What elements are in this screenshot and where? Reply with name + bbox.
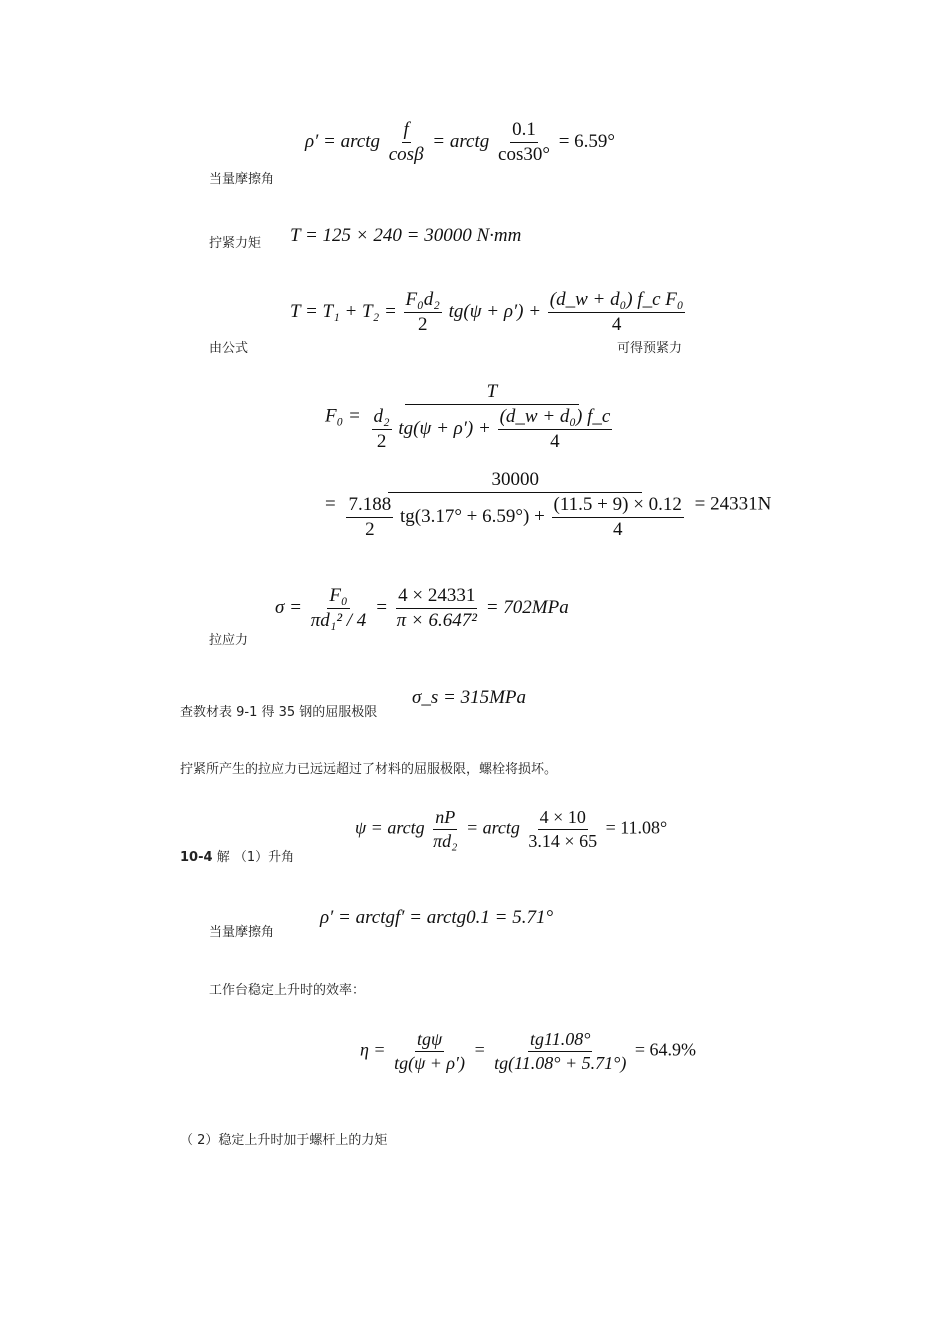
equation-tensile-stress [275, 586, 569, 631]
eq4-fraction [368, 382, 617, 452]
equation-preload-formula [325, 382, 618, 452]
label-tensile-stress: 拉应力 [209, 633, 249, 648]
eq6-mid: = [375, 596, 388, 618]
eq8-num1: nP [433, 808, 457, 830]
eq4-den-fraction-b [498, 407, 613, 452]
eq8-fraction-1 [431, 808, 459, 851]
eq10-den2: tg(11.08° + 5.71°) [494, 1052, 627, 1073]
eq3-fraction-1 [404, 290, 442, 335]
eq5-den-a-num: 7.188 [346, 495, 393, 518]
eq10-num2: tg11.08° [528, 1030, 592, 1052]
eq6-den2: π × 6.647² [396, 609, 477, 631]
label-tightening-torque: 拧紧力矩 [209, 236, 262, 251]
eq8-result: = 11.08° [605, 817, 668, 838]
eq6-result: = 702MPa [485, 596, 569, 618]
eq10-den1: tg(ψ + ρ′) [394, 1052, 465, 1073]
label-part2: （ 2）稳定上升时加于螺杆上的力矩 [180, 1133, 388, 1148]
eq5-den-fraction-b [552, 495, 684, 540]
eq8-den2: 3.14 × 65 [528, 830, 598, 851]
eq4-den-mid: tg(ψ + ρ′) + [398, 417, 491, 439]
equation-torque-sum [290, 290, 687, 335]
eq8-fraction-2 [526, 808, 599, 851]
eq4-den-b-den: 4 [550, 430, 560, 452]
eq4-den-a-num: d₂ [372, 407, 392, 430]
eq5-den [342, 493, 687, 540]
eq3-den2: 4 [611, 313, 622, 335]
eq5-den-fraction-a [346, 495, 393, 540]
label-from-formula: 由公式 [209, 341, 249, 356]
eq3-num1: F₀d₂ [404, 290, 442, 313]
eq6-fraction-2 [395, 586, 479, 631]
eq4-num: T [405, 382, 579, 405]
eq10-fraction-2 [492, 1030, 628, 1073]
equation-lift-angle [355, 808, 667, 851]
label-yield-limit: 查教材表 9-1 得 35 钢的屈服极限 [180, 705, 378, 720]
eq6-lhs: σ = [275, 596, 302, 618]
eq3-den1: 2 [417, 313, 428, 335]
label-equiv-friction-angle-1: 当量摩擦角 [209, 172, 275, 187]
eq1-lhs: ρ′ = arctg [305, 130, 380, 152]
eq8-lhs: ψ = arctg [355, 817, 425, 838]
eq1-den1: cosβ [388, 143, 424, 165]
eq10-lhs: η = [360, 1039, 386, 1060]
eq4-lhs: F₀ = [325, 405, 361, 427]
label-efficiency: 工作台稳定上升时的效率： [209, 983, 366, 998]
eq10-num1: tgψ [415, 1030, 444, 1052]
eq3-mid: tg(ψ + ρ′) + [448, 300, 542, 322]
eq5-eq: = [325, 493, 336, 515]
equation-tightening-torque: T = 125 × 240 = 30000 N·mm [290, 225, 522, 246]
eq1-fraction-2 [496, 120, 552, 165]
equation-equiv-friction-angle-2: ρ′ = arctgf′ = arctg0.1 = 5.71° [320, 907, 554, 928]
eq4-den [368, 405, 617, 452]
eq1-mid: = arctg [432, 130, 490, 152]
equation-efficiency [360, 1030, 696, 1073]
eq3-num2: (d_w + d₀) f_c F₀ [548, 290, 686, 313]
eq5-result: = 24331N [694, 493, 772, 515]
eq1-num1: f [402, 120, 411, 143]
eq5-num: 30000 [388, 470, 642, 493]
eq5-den-b-num: (11.5 + 9) × 0.12 [552, 495, 684, 518]
eq3-fraction-2 [548, 290, 686, 335]
eq10-fraction-1 [392, 1030, 467, 1073]
problem-number: 10-4 [180, 850, 213, 865]
equation-preload-value [325, 470, 771, 540]
eq5-den-mid: tg(3.17° + 6.59°) + [399, 505, 545, 527]
eq1-result: = 6.59° [558, 130, 616, 152]
eq5-den-a-den: 2 [365, 518, 375, 540]
label-preload-obtained: 可得预紧力 [617, 341, 683, 356]
eq6-num1: F₀ [327, 586, 349, 609]
eq3-lhs: T = T₁ + T₂ = [290, 300, 397, 322]
equation-equiv-friction-angle [305, 120, 615, 165]
solution-lift-angle-label: 解 （1）升角 [216, 850, 295, 865]
eq10-result: = 64.9% [634, 1039, 696, 1060]
eq6-fraction-1 [309, 586, 369, 631]
eq1-den2: cos30° [498, 143, 550, 165]
eq1-fraction-1 [387, 120, 426, 165]
eq8-num2: 4 × 10 [538, 808, 588, 830]
text-conclusion: 拧紧所产生的拉应力已远远超过了材料的屈服极限，螺栓将损坏。 [180, 762, 558, 777]
eq6-den1: πd₁² / 4 [310, 609, 367, 631]
eq10-mid: = [473, 1039, 486, 1060]
eq1-num2: 0.1 [510, 120, 538, 143]
eq5-fraction [342, 470, 687, 540]
label-equiv-friction-angle-2: 当量摩擦角 [209, 925, 275, 940]
eq8-mid: = arctg [465, 817, 520, 838]
eq8-den1: πd₂ [433, 830, 458, 851]
eq6-num2: 4 × 24331 [396, 586, 477, 609]
eq5-den-b-den: 4 [612, 518, 623, 540]
eq4-den-b-num: (d_w + d₀) f_c [498, 407, 613, 430]
problem-heading [180, 850, 294, 866]
eq4-den-fraction-a [372, 407, 392, 452]
eq4-den-a-den: 2 [376, 430, 387, 452]
equation-yield-limit: σ_s = 315MPa [412, 687, 527, 708]
